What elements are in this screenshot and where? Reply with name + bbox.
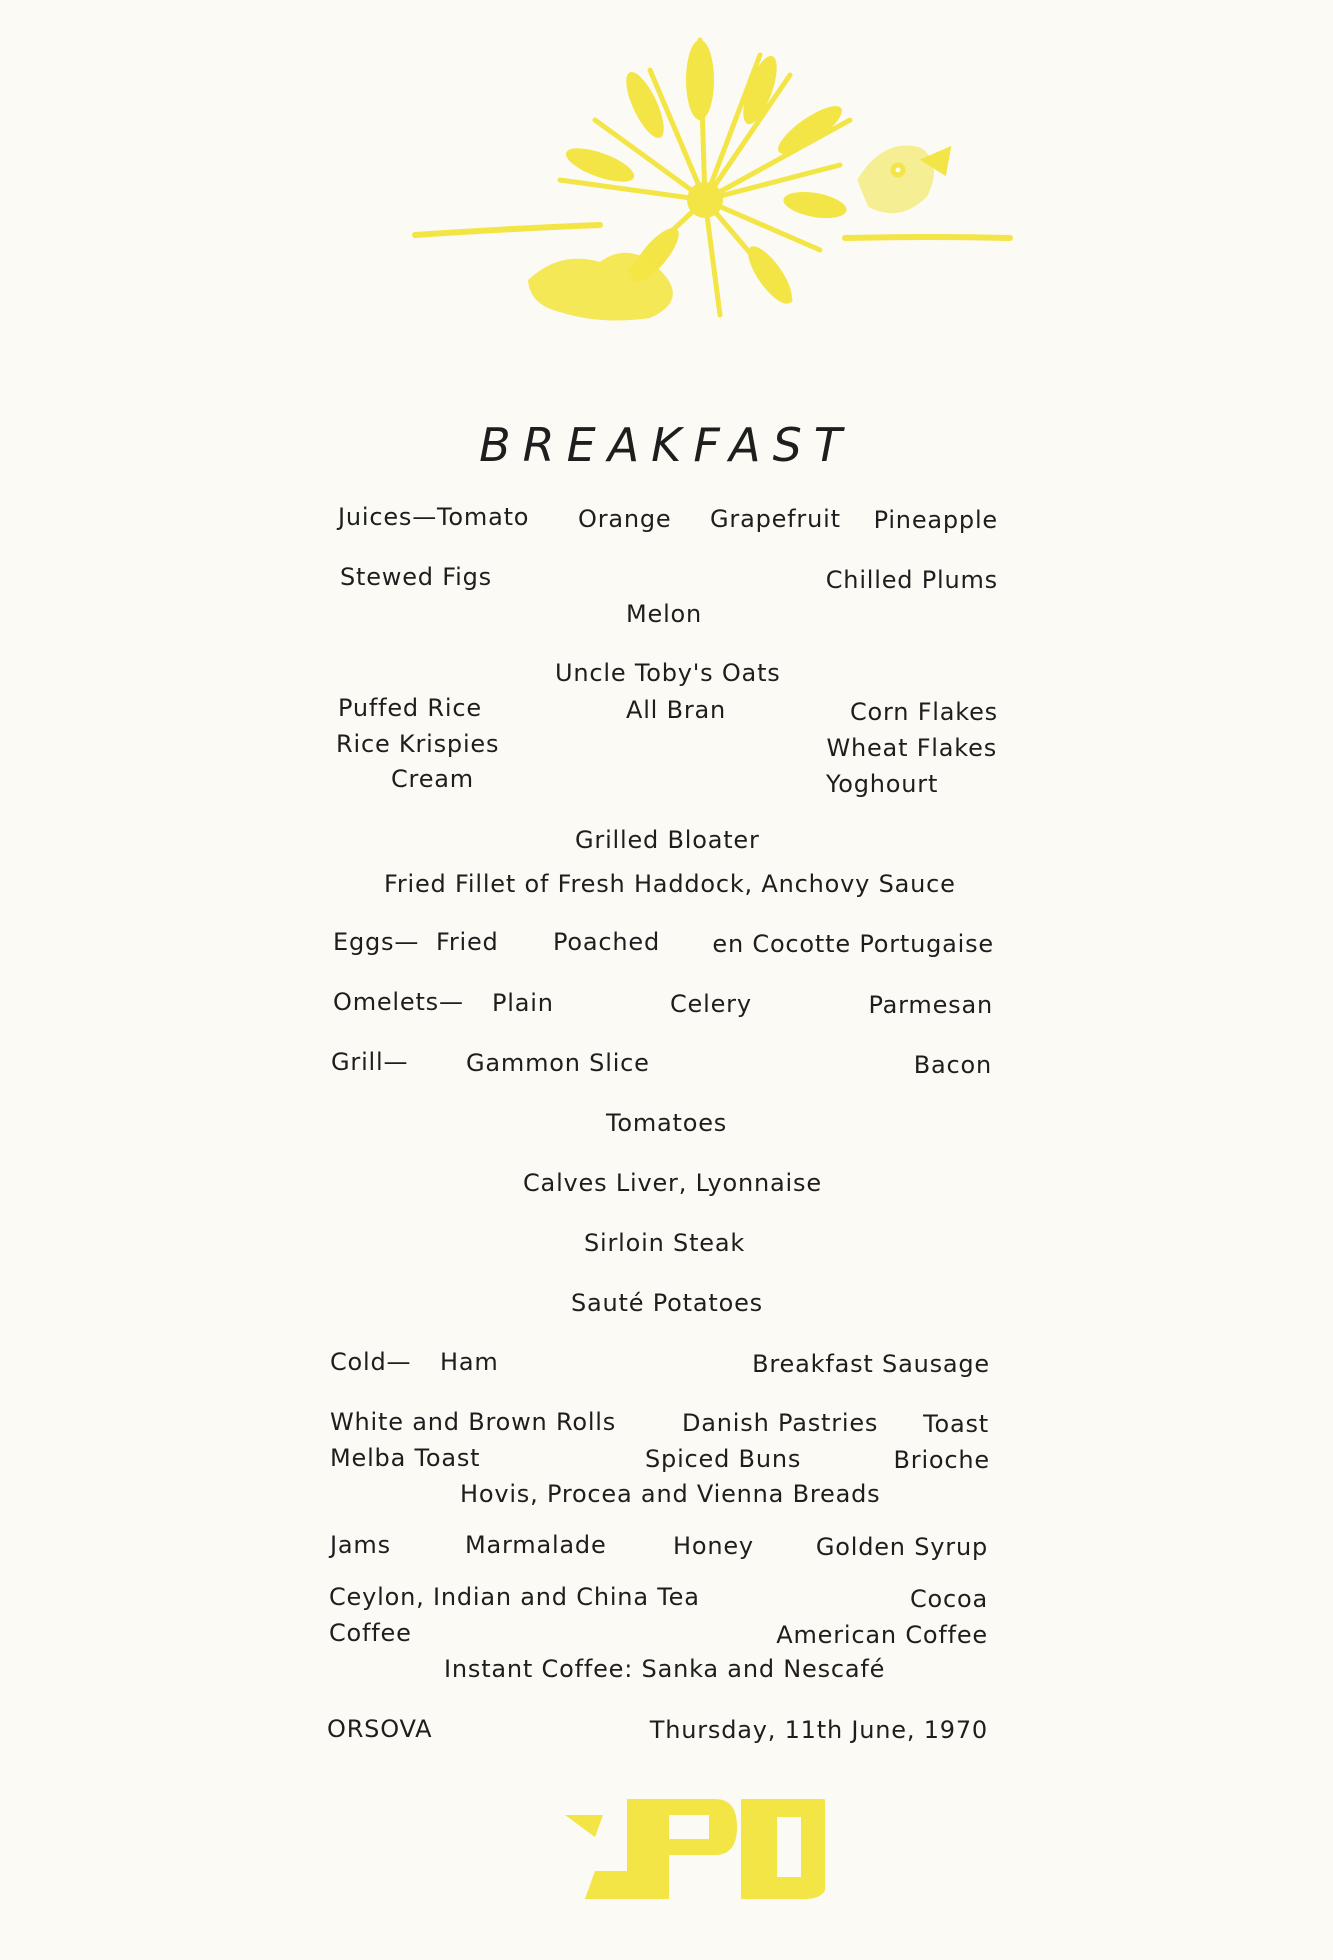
palm-tree-fish-icon [0,0,1333,340]
p-and-o-logo-icon [565,1795,825,1905]
beverage-coffee: Coffee [329,1619,412,1647]
bread-brioche: Brioche [893,1446,990,1474]
egg-cocotte: en Cocotte Portugaise [712,930,994,958]
grill-sirloin: Sirloin Steak [584,1229,746,1257]
cereal-cream: Cream [391,765,474,793]
cold-sausage: Breakfast Sausage [752,1350,990,1378]
page-title: BREAKFAST [479,418,854,472]
spread-golden-syrup: Golden Syrup [815,1533,988,1561]
juice-orange: Orange [578,505,672,533]
beverage-tea: Ceylon, Indian and China Tea [329,1583,700,1611]
fish-haddock: Fried Fillet of Fresh Haddock, Anchovy Sauce [384,870,956,898]
grill-gammon: Gammon Slice [466,1049,650,1077]
bread-rolls: White and Brown Rolls [330,1408,617,1436]
cereal-all-bran: All Bran [626,696,727,724]
egg-fried: Fried [436,928,499,956]
grill-label: Grill— [331,1048,409,1076]
eggs-label: Eggs— [333,928,420,956]
ship-name: ORSOVA [327,1715,433,1743]
logo-text: P&O [683,1877,731,1902]
menu-date: Thursday, 11th June, 1970 [649,1716,988,1744]
spread-jams: Jams [330,1531,391,1559]
omelets-label: Omelets— [333,988,464,1016]
omelet-celery: Celery [670,990,752,1018]
fruit-melon: Melon [626,600,703,628]
beverage-instant-coffee: Instant Coffee: Sanka and Nescafé [444,1655,886,1683]
cereal-yoghourt: Yoghourt [826,770,939,798]
bread-danish: Danish Pastries [682,1409,879,1437]
juice-pineapple: Pineapple [873,506,998,534]
bread-melba: Melba Toast [330,1444,481,1472]
fruit-stewed-figs: Stewed Figs [340,563,492,591]
omelet-parmesan: Parmesan [868,991,993,1019]
bread-spiced-buns: Spiced Buns [645,1445,802,1473]
juice-grapefruit: Grapefruit [710,505,841,533]
egg-poached: Poached [553,928,661,956]
cold-ham: Ham [440,1348,499,1376]
juices-label: Juices—Tomato [338,503,530,531]
grill-tomatoes: Tomatoes [606,1109,728,1137]
grill-bacon: Bacon [913,1051,992,1079]
omelet-plain: Plain [492,989,554,1017]
cold-label: Cold— [330,1348,412,1376]
cereal-puffed-rice: Puffed Rice [338,694,482,722]
spread-marmalade: Marmalade [465,1531,607,1559]
cereal-corn-flakes: Corn Flakes [849,698,998,726]
cereal-rice-krispies: Rice Krispies [336,730,500,758]
spread-honey: Honey [673,1532,754,1560]
bread-hovis: Hovis, Procea and Vienna Breads [460,1480,881,1508]
bread-toast: Toast [923,1410,989,1438]
cereal-wheat-flakes: Wheat Flakes [826,734,997,762]
beverage-american-coffee: American Coffee [776,1621,988,1649]
grill-calves-liver: Calves Liver, Lyonnaise [523,1169,822,1197]
beverage-cocoa: Cocoa [909,1585,988,1613]
grill-saute-potatoes: Sauté Potatoes [571,1289,763,1317]
fruit-chilled-plums: Chilled Plums [825,566,998,594]
fish-bloater: Grilled Bloater [575,826,760,854]
cereal-oats: Uncle Toby's Oats [555,659,781,687]
